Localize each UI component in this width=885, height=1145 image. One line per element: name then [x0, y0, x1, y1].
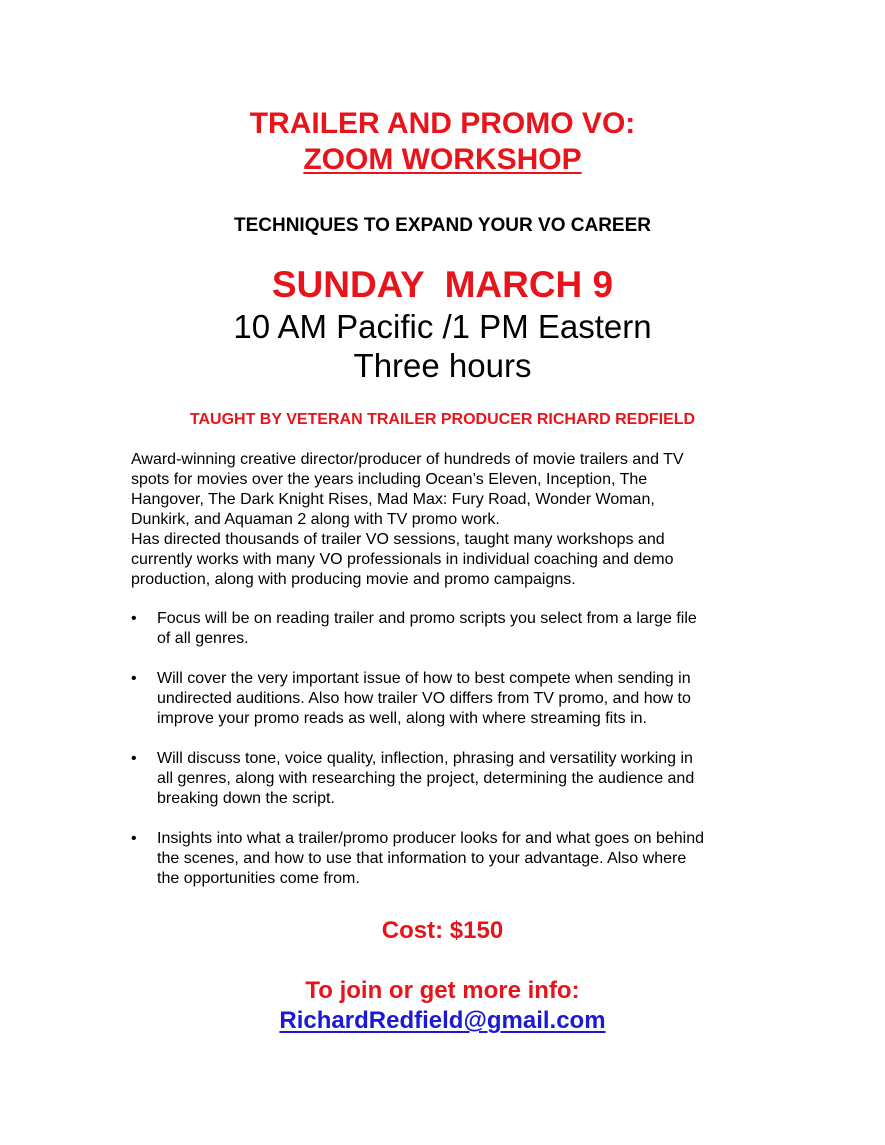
list-item-line: Will discuss tone, voice quality, inflection, phrasing and versatility working in: [157, 750, 693, 767]
list-item: [131, 749, 771, 809]
bio-line: Dunkirk, and Aquaman 2 along with TV promo work.: [131, 511, 500, 528]
list-item: [131, 669, 771, 729]
bio-line: currently works with many VO professionals in individual coaching and demo: [131, 551, 674, 568]
list-item-line: Focus will be on reading trailer and promo scripts you select from a large file: [157, 610, 697, 627]
email-link[interactable]: RichardRedfield@gmail.com: [279, 1007, 606, 1034]
bio-line: Has directed thousands of trailer VO sessions, taught many workshops and: [131, 531, 665, 548]
title-line-1: TRAILER AND PROMO VO:: [249, 107, 636, 140]
list-item-line: improve your promo reads as well, along with where streaming fits in.: [157, 710, 647, 727]
bio-line: spots for movies over the years including Ocean’s Eleven, Inception, The: [131, 471, 648, 488]
list-item-line: all genres, along with researching the project, determining the audience and: [157, 770, 695, 787]
list-item-line: undirected auditions. Also how trailer VO differs from TV promo, and how to: [157, 690, 691, 707]
list-item: [131, 829, 771, 889]
bio-line: Award-winning creative director/producer of hundreds of movie trailers and TV: [131, 451, 684, 468]
bullet-icon: •: [131, 670, 137, 687]
title-line-2: ZOOM WORKSHOP: [303, 143, 582, 176]
bio-line: Hangover, The Dark Knight Rises, Mad Max: Fury Road, Wonder Woman,: [131, 491, 655, 508]
list-item: [131, 609, 771, 649]
list-item-line: of all genres.: [157, 630, 249, 647]
taught-by: TAUGHT BY VETERAN TRAILER PRODUCER RICHARD REDFIELD: [189, 411, 696, 428]
list-item-line: Insights into what a trailer/promo producer looks for and what goes on behind: [157, 830, 704, 847]
email-line: [0, 1006, 885, 1036]
bullet-icon: •: [131, 750, 137, 767]
bullet-icon: •: [131, 610, 137, 627]
join-info-heading: To join or get more info:: [305, 977, 580, 1004]
event-date: SUNDAY MARCH 9: [271, 264, 614, 305]
instructor-bio: [131, 450, 771, 590]
event-duration: Three hours: [353, 347, 532, 384]
list-item-line: Will cover the very important issue of how to best compete when sending in: [157, 670, 691, 687]
list-item-line: breaking down the script.: [157, 790, 335, 807]
workshop-cost: Cost: $150: [381, 917, 504, 944]
list-item-line: the scenes, and how to use that information to your advantage. Also where: [157, 850, 687, 867]
workshop-topics-list: [131, 609, 771, 909]
list-item-line: the opportunities come from.: [157, 870, 360, 887]
bullet-icon: •: [131, 830, 137, 847]
subtitle: TECHNIQUES TO EXPAND YOUR VO CAREER: [233, 215, 651, 236]
bio-line: production, along with producing movie and promo campaigns.: [131, 571, 576, 588]
event-time: 10 AM Pacific /1 PM Eastern: [233, 308, 652, 345]
